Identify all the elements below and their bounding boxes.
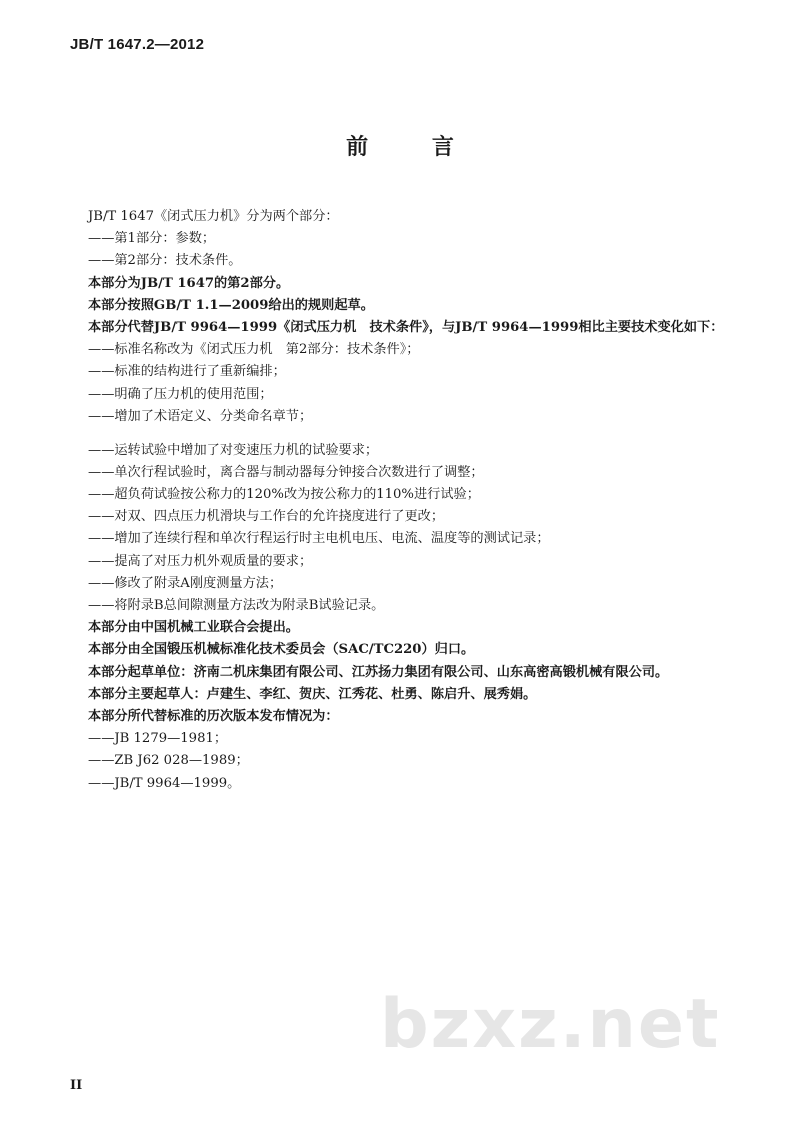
body-line: ——第2部分：技术条件。: [88, 253, 242, 269]
body-line: ——增加了术语定义、分类命名章节；: [88, 408, 313, 424]
body-line: 本部分由中国机械工业联合会提出。: [88, 620, 299, 636]
body-line: ——将附录B总间隙测量方法改为附录B试验记录。: [88, 598, 385, 613]
page-number: II: [70, 1078, 83, 1093]
body-line: ——第1部分：参数；: [88, 231, 216, 247]
body-line: ——修改了附录A刚度测量方法；: [88, 575, 283, 591]
body-line: 本部分起草单位：济南二机床集团有限公司、江苏扬力集团有限公司、山东高密高锻机械有限公司。: [88, 664, 669, 680]
body-line: ——单次行程试验时，离合器与制动器每分钟接合次数进行了调整；: [88, 464, 484, 480]
body-line: 本部分主要起草人：卢建生、李红、贺庆、江秀花、杜勇、陈启升、展秀娟。: [88, 686, 537, 702]
body-line: 本部分由全国锻压机械标准化技术委员会（SAC/TC220）归口。: [88, 642, 475, 658]
body-line: ——对双、四点压力机滑块与工作台的允许挠度进行了更改；: [88, 509, 445, 525]
body-line: 本部分所代替标准的历次版本发布情况为：: [88, 708, 339, 724]
body-line: ——标准的结构进行了重新编排；: [88, 364, 286, 380]
body-line: ——运转试验中增加了对变速压力机的试验要求；: [88, 442, 379, 458]
body-line: 本部分为JB/T 1647的第2部分。: [88, 275, 290, 291]
body-line: ——ZB J62 028—1989；: [88, 753, 249, 769]
body-line: 本部分代替JB/T 9964—1999《闭式压力机 技术条件》，与JB/T 9964—1999相比主要技术变化如下：: [88, 319, 724, 335]
body-line: ——JB/T 9964—1999。: [88, 775, 241, 791]
standard-code: JB/T 1647.2—2012: [70, 36, 205, 53]
body-line: ——超负荷试验按公称力的120%改为按公称力的110%进行试验；: [88, 487, 480, 503]
body-line: ——提高了对压力机外观质量的要求；: [88, 553, 313, 569]
body-line: 本部分按照GB/T 1.1—2009给出的规则起草。: [88, 297, 374, 313]
page-title: 前 言: [346, 135, 482, 160]
body-line: ——JB 1279—1981；: [88, 731, 228, 747]
body-line: JB/T 1647《闭式压力机》分为两个部分：: [88, 209, 339, 224]
body-line: ——标准名称改为《闭式压力机 第2部分：技术条件》；: [88, 342, 420, 358]
body-line: ——明确了压力机的使用范围；: [88, 386, 273, 402]
watermark: bzxz.net: [380, 985, 721, 1064]
body-line: ——增加了连续行程和单次行程运行时主电机电压、电流、温度等的测试记录；: [88, 531, 550, 547]
foreword-body: [88, 206, 748, 795]
